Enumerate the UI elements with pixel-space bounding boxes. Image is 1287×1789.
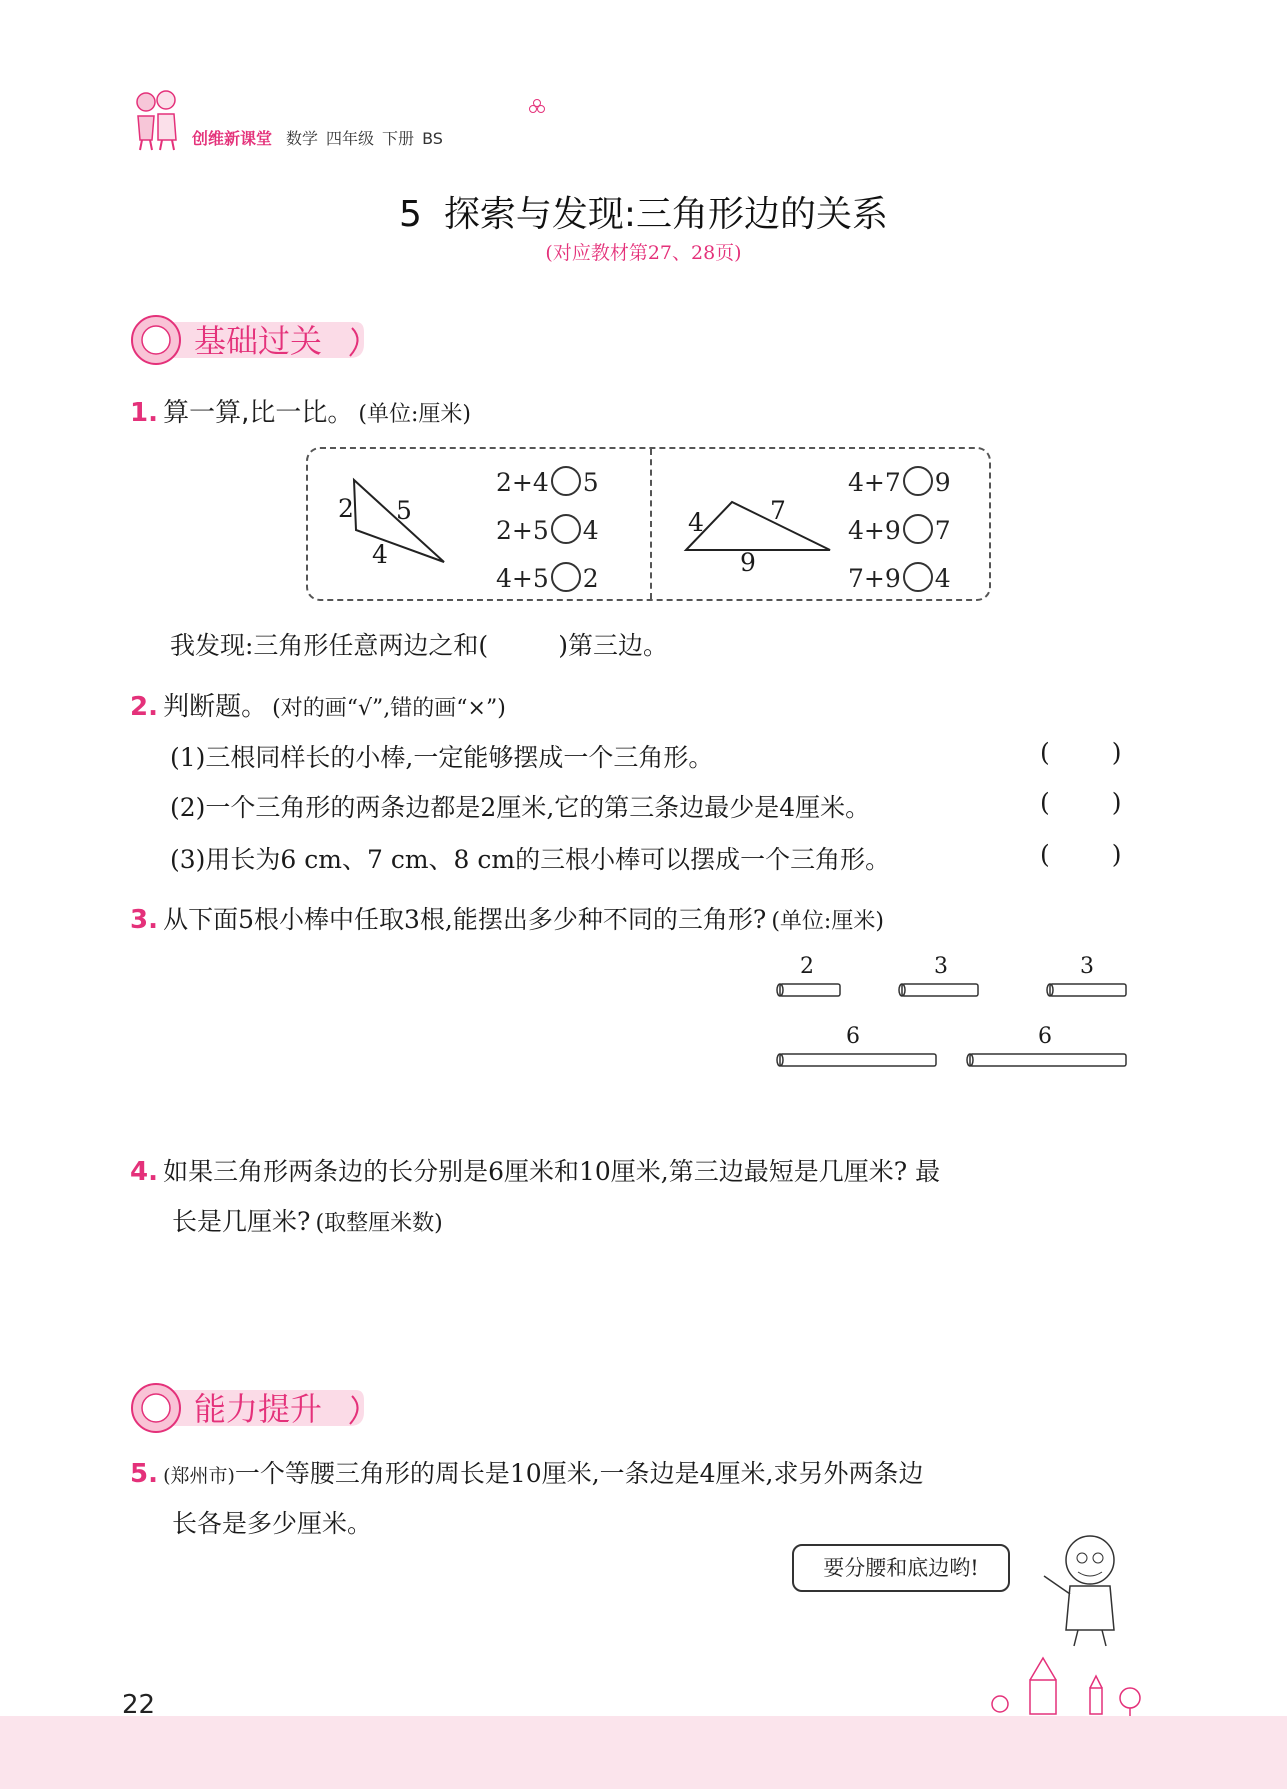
footer-band bbox=[0, 1716, 1287, 1789]
question-note: (单位:厘米) bbox=[358, 402, 472, 427]
triangle-2-side-b: 7 bbox=[770, 496, 786, 525]
judge-item-1: (1)三根同样长的小棒,一定能够摆成一个三角形。 bbox=[170, 743, 714, 772]
page-subtitle: (对应教材第27、28页) bbox=[545, 242, 742, 264]
header-breadcrumb bbox=[192, 126, 451, 149]
inequality-row: 4+5 2 bbox=[496, 564, 599, 593]
volume: 下册 bbox=[382, 129, 415, 148]
kids-logo-icon bbox=[128, 86, 186, 152]
stick bbox=[780, 984, 1126, 1066]
question-3 bbox=[130, 900, 884, 936]
triangle-2-figure bbox=[680, 490, 840, 560]
question-number: 3. bbox=[130, 905, 158, 935]
judge-item-3: (3)用长为6 cm、7 cm、8 cm的三根小棒可以摆成一个三角形。 bbox=[170, 845, 891, 874]
stick-label: 6 bbox=[846, 1024, 860, 1049]
triangle-1-side-b: 5 bbox=[396, 496, 412, 525]
brand-name: 创维新课堂 bbox=[192, 129, 273, 148]
sticks-figure bbox=[770, 980, 1130, 1070]
question-4 bbox=[130, 1152, 940, 1188]
judge-answer-paren[interactable]: ( ) bbox=[1040, 788, 1122, 817]
flower-deco-icon bbox=[528, 98, 546, 116]
inequality-row: 2+4 5 bbox=[496, 468, 599, 497]
question-text-line2: 长是几厘米? bbox=[172, 1207, 311, 1236]
triangle-1-side-a: 2 bbox=[338, 494, 354, 523]
inequality-row: 2+5 4 bbox=[496, 516, 599, 545]
answer-circle[interactable] bbox=[551, 514, 581, 544]
box-divider bbox=[650, 449, 652, 599]
question-note: (单位:厘米) bbox=[771, 909, 884, 934]
question-5 bbox=[130, 1454, 924, 1490]
triangle-1-side-c: 4 bbox=[372, 540, 388, 569]
triangle-2-side-a: 4 bbox=[688, 508, 704, 537]
question-number: 4. bbox=[130, 1157, 158, 1187]
question-number: 5. bbox=[130, 1459, 158, 1489]
answer-circle[interactable] bbox=[551, 562, 581, 592]
question-4-cont bbox=[172, 1202, 443, 1238]
question-note: (取整厘米数) bbox=[315, 1211, 443, 1236]
question-text: 从下面5根小棒中任取3根,能摆出多少种不同的三角形? bbox=[163, 905, 767, 934]
question-text-line1: 一个等腰三角形的周长是10厘米,一条边是4厘米,求另外两条边 bbox=[234, 1459, 924, 1488]
lesson-title: 探索与发现:三角形边的关系 bbox=[443, 194, 889, 235]
question-note: (对的画“√”,错的画“×”) bbox=[272, 696, 506, 721]
question-text: 算一算,比一比。 bbox=[163, 398, 354, 428]
judge-item-2: (2)一个三角形的两条边都是2厘米,它的第三条边最少是4厘米。 bbox=[170, 793, 871, 822]
answer-circle[interactable] bbox=[551, 466, 581, 496]
section-title-advanced: 能力提升 bbox=[194, 1390, 323, 1428]
judge-answer-paren[interactable]: ( ) bbox=[1040, 840, 1122, 869]
triangle-2-side-c: 9 bbox=[740, 548, 756, 577]
answer-circle[interactable] bbox=[903, 562, 933, 592]
question-2 bbox=[130, 686, 506, 723]
question-number: 1. bbox=[130, 398, 158, 428]
q1-finding: 我发现:三角形任意两边之和( )第三边。 bbox=[170, 631, 668, 660]
answer-circle[interactable] bbox=[903, 466, 933, 496]
hint-speech-bubble: 要分腰和底边哟! bbox=[792, 1544, 1010, 1592]
stick-label: 3 bbox=[1080, 954, 1094, 979]
stick-label: 2 bbox=[800, 954, 814, 979]
question-source-tag: (郑州市) bbox=[163, 1465, 235, 1487]
question-text-line2: 长各是多少厘米。 bbox=[172, 1509, 373, 1538]
inequality-row: 4+9 7 bbox=[848, 516, 951, 545]
lesson-number: 5 bbox=[398, 194, 422, 235]
question-1 bbox=[130, 392, 471, 429]
stick-label: 6 bbox=[1038, 1024, 1052, 1049]
answer-circle[interactable] bbox=[903, 514, 933, 544]
grade: 四年级 bbox=[326, 129, 375, 148]
section-title-basic: 基础过关 bbox=[194, 322, 323, 360]
edition: BS bbox=[422, 129, 443, 148]
page-number: 22 bbox=[122, 1690, 156, 1720]
grandpa-cartoon-icon bbox=[1030, 1530, 1140, 1650]
question-text: 判断题。 bbox=[163, 692, 268, 722]
inequality-row: 4+7 9 bbox=[848, 468, 951, 497]
inequality-row: 7+9 4 bbox=[848, 564, 951, 593]
page-title bbox=[0, 186, 1287, 237]
judge-answer-paren[interactable]: ( ) bbox=[1040, 738, 1122, 767]
castle-deco-icon bbox=[990, 1650, 1170, 1716]
subject: 数学 bbox=[286, 129, 319, 148]
question-number: 2. bbox=[130, 692, 158, 722]
stick-label: 3 bbox=[934, 954, 948, 979]
question-text-line1: 如果三角形两条边的长分别是6厘米和10厘米,第三边最短是几厘米? 最 bbox=[163, 1157, 941, 1186]
